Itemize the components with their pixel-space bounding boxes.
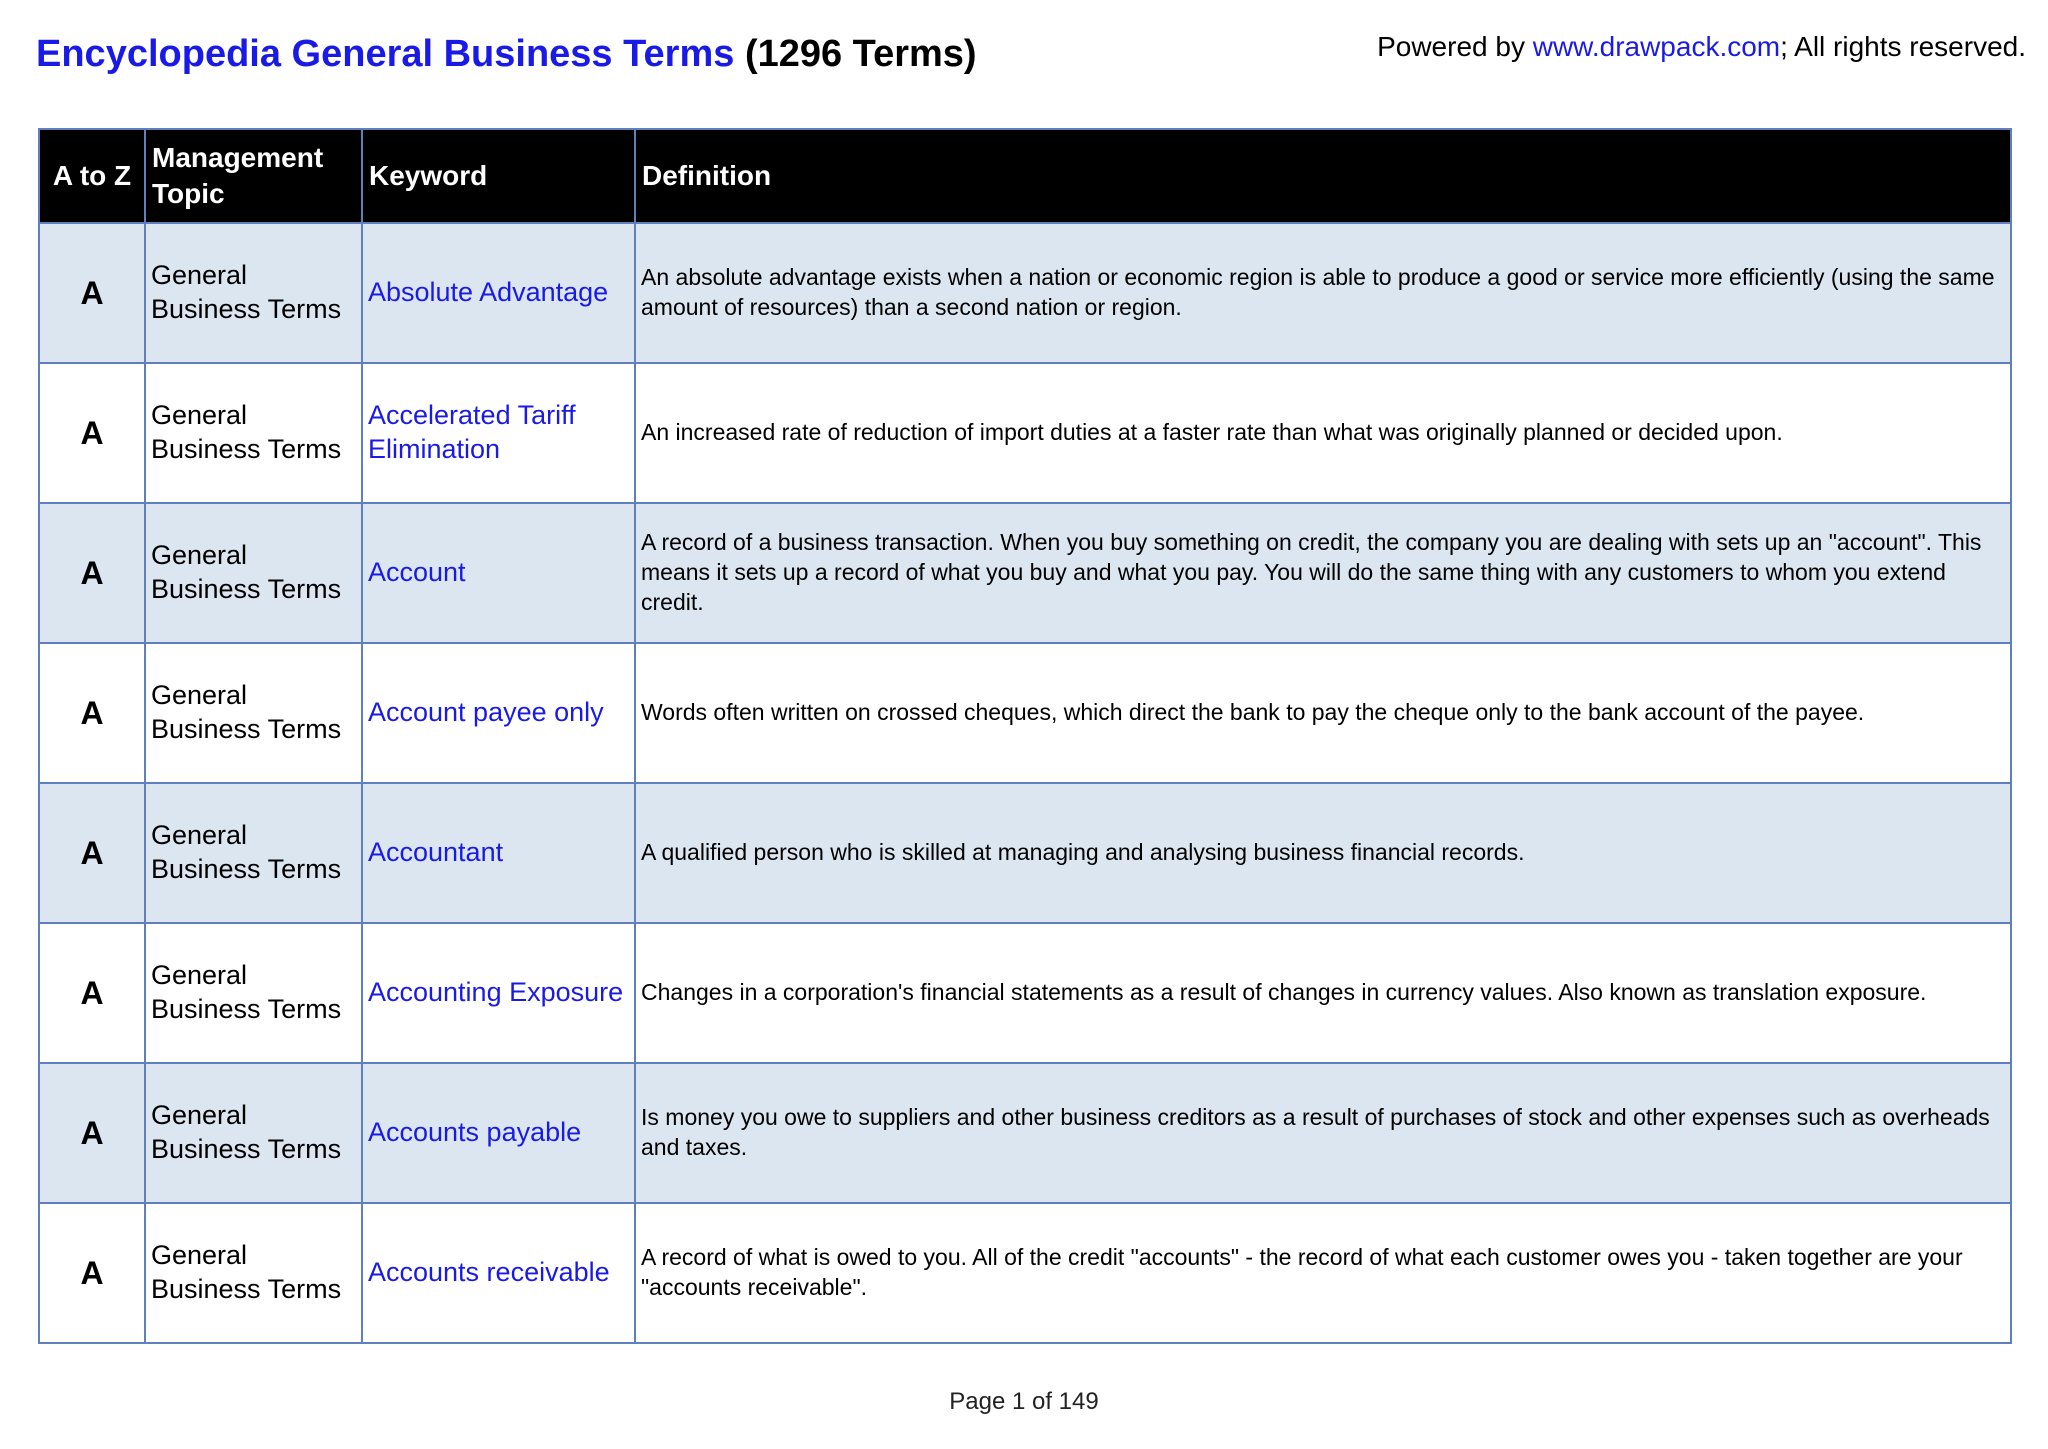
keyword-link[interactable]: Account xyxy=(362,503,635,643)
table-row xyxy=(39,503,2011,643)
definition-cell: An increased rate of reduction of import duties at a faster rate than what was originally planned or decided upon. xyxy=(635,363,2011,503)
topic-cell: General Business Terms xyxy=(145,1203,362,1343)
column-header-management-topic: Management Topic xyxy=(145,129,362,223)
keyword-link[interactable]: Accelerated Tariff Elimination xyxy=(362,363,635,503)
page-number: Page 1 of 149 xyxy=(949,1388,1099,1415)
letter-cell: A xyxy=(39,783,145,923)
terms-table xyxy=(38,128,2012,1344)
document-title xyxy=(36,32,977,78)
definition-cell: A record of what is owed to you. All of the credit "accounts" - the record of what each customer owes you - taken together are your "accounts receivable". xyxy=(635,1203,2011,1343)
table-header-row xyxy=(39,129,2011,223)
column-header-a-to-z: A to Z xyxy=(39,129,145,223)
table-row xyxy=(39,1203,2011,1343)
letter-cell: A xyxy=(39,1063,145,1203)
definition-cell: Is money you owe to suppliers and other business creditors as a result of purchases of stock and other expenses such as overheads and taxes. xyxy=(635,1063,2011,1203)
topic-cell: General Business Terms xyxy=(145,1063,362,1203)
table-row xyxy=(39,223,2011,363)
letter-cell: A xyxy=(39,503,145,643)
table-row xyxy=(39,363,2011,503)
table-row xyxy=(39,783,2011,923)
table-row xyxy=(39,1063,2011,1203)
definition-cell: Words often written on crossed cheques, which direct the bank to pay the cheque only to the bank account of the payee. xyxy=(635,643,2011,783)
definition-cell: A qualified person who is skilled at managing and analysing business financial records. xyxy=(635,783,2011,923)
keyword-link[interactable]: Accounts payable xyxy=(362,1063,635,1203)
keyword-link[interactable]: Accounting Exposure xyxy=(362,923,635,1063)
keyword-link[interactable]: Accounts receivable xyxy=(362,1203,635,1343)
topic-cell: General Business Terms xyxy=(145,503,362,643)
powered-prefix: Powered by xyxy=(1377,31,1533,62)
column-header-definition: Definition xyxy=(635,129,2011,223)
topic-cell: General Business Terms xyxy=(145,363,362,503)
letter-cell: A xyxy=(39,1203,145,1343)
letter-cell: A xyxy=(39,923,145,1063)
powered-suffix: ; All rights reserved. xyxy=(1780,31,2026,62)
letter-cell: A xyxy=(39,363,145,503)
definition-cell: A record of a business transaction. When you buy something on credit, the company you are dealing with sets up an "account". This means it sets up a record of what you buy and what you pay. You will do the same thing with any customers to whom you extend credit. xyxy=(635,503,2011,643)
topic-cell: General Business Terms xyxy=(145,923,362,1063)
topic-cell: General Business Terms xyxy=(145,223,362,363)
keyword-link[interactable]: Absolute Advantage xyxy=(362,223,635,363)
keyword-link[interactable]: Account payee only xyxy=(362,643,635,783)
topic-cell: General Business Terms xyxy=(145,643,362,783)
topic-cell: General Business Terms xyxy=(145,783,362,923)
title-text: Encyclopedia General Business Terms xyxy=(36,33,735,75)
definition-cell: An absolute advantage exists when a nation or economic region is able to produce a good or service more efficiently (using the same amount of resources) than a second nation or region. xyxy=(635,223,2011,363)
definition-cell: Changes in a corporation's financial statements as a result of changes in currency values. Also known as translation exposure. xyxy=(635,923,2011,1063)
keyword-link[interactable]: Accountant xyxy=(362,783,635,923)
column-header-keyword: Keyword xyxy=(362,129,635,223)
term-count: (1296 Terms) xyxy=(744,33,977,75)
letter-cell: A xyxy=(39,223,145,363)
page-header xyxy=(36,28,2026,88)
letter-cell: A xyxy=(39,643,145,783)
drawpack-link[interactable]: www.drawpack.com xyxy=(1532,31,1781,62)
table-row xyxy=(39,923,2011,1063)
powered-by xyxy=(1377,30,2026,64)
table-row xyxy=(39,643,2011,783)
